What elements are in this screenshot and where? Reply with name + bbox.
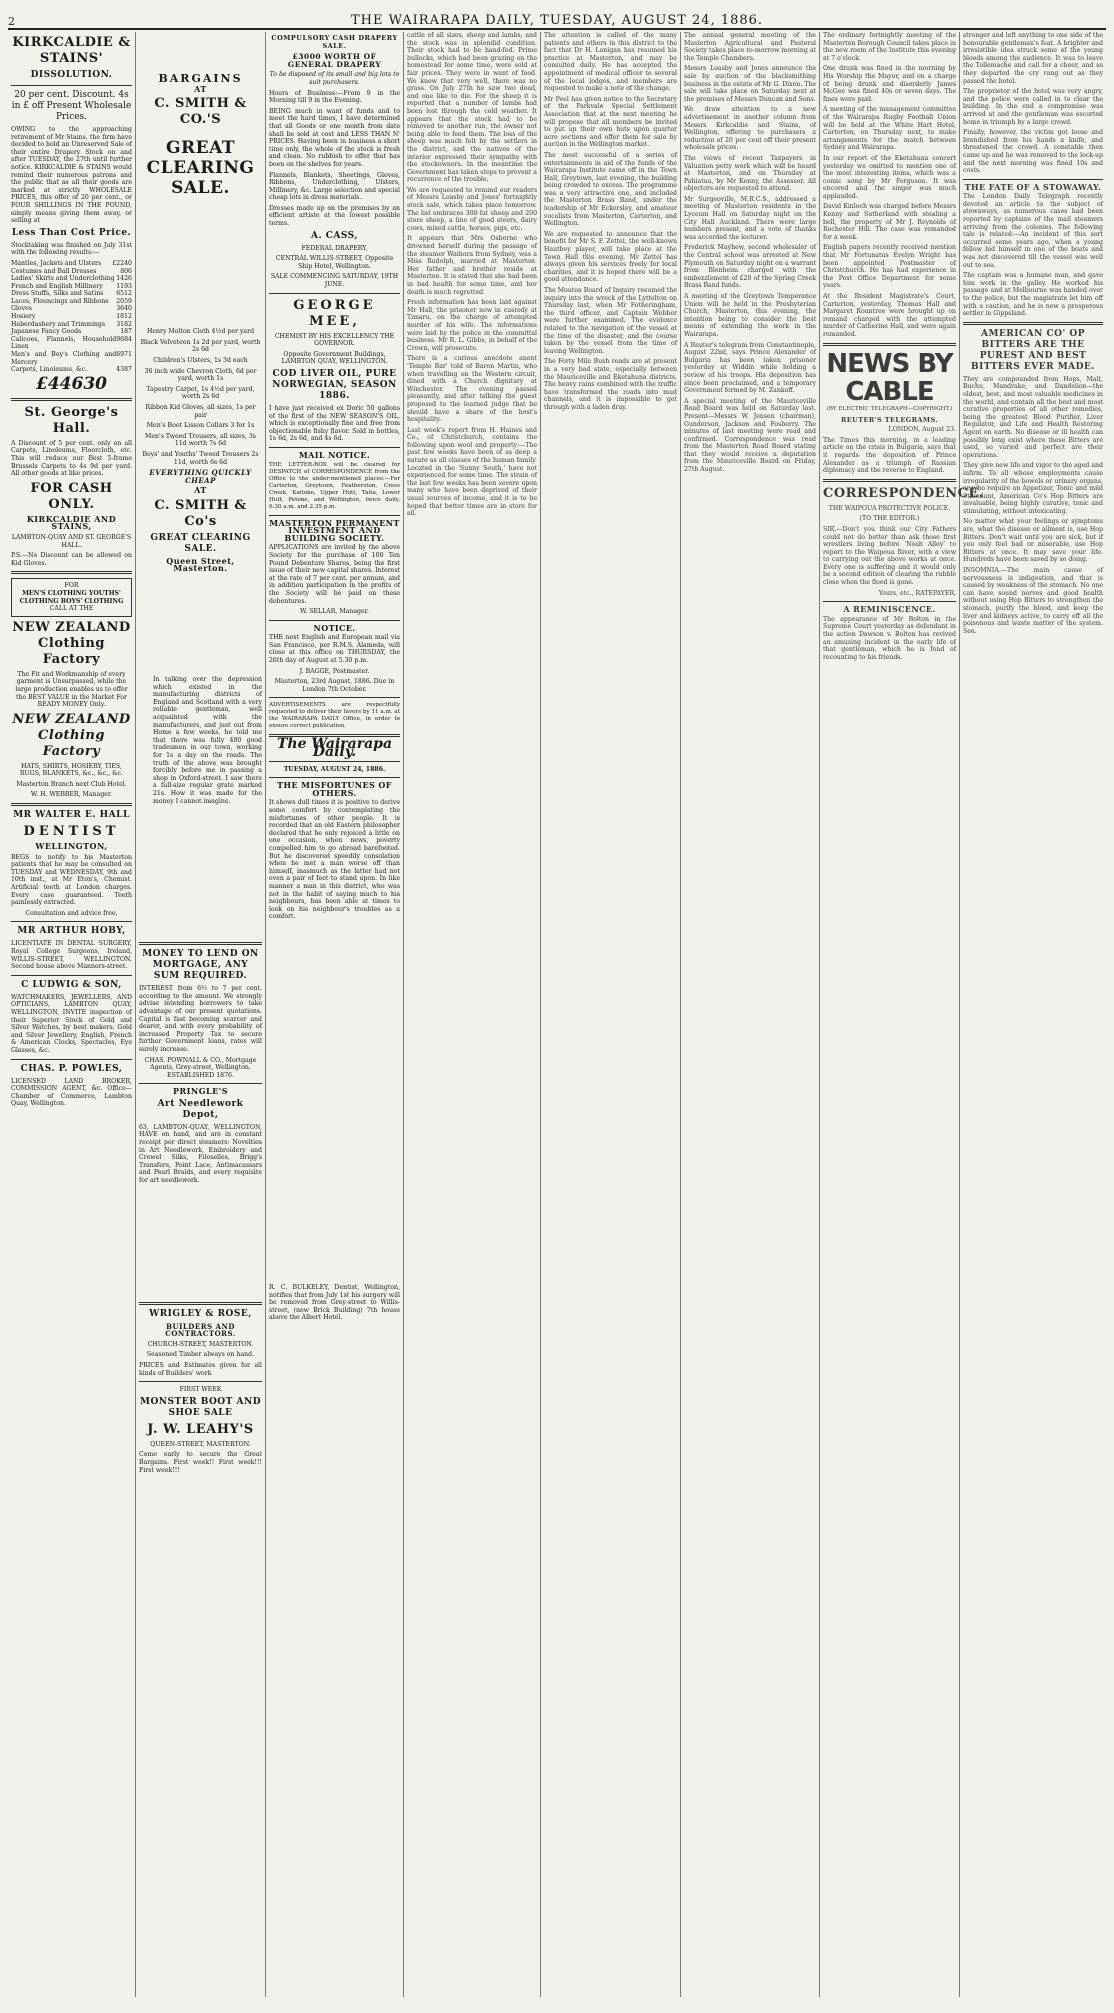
article-text: A meeting of the management committee of the Wairarapa Rugby Football Union will be held at the White Hart Hotel, Carterton, on Thursday next, to make arrangements for the match between Sydney and Wairarapa. (823, 106, 956, 152)
article-text: cattle of all sizes, sheep and lambs, and the stock was in splendid condition. Their stock had to be hand-fed. Prime bullocks, which had been grazing on the homestead for some time, were sold at fair prices. They were in want of food. We know that very well, there was no grass. On July 27th he saw two dead, and one like to die. For the sheep it is reported that a number of lambs had been lost through the cold weather. It appears that the stock had to be removed to another run, the owner not being able to feed them. The loss of the sheep was much felt by the settlers in the district, and the natives of the interior expressed their sympathy with the stockowners. In the meantime the Government has taken steps to prevent a recurrence of the trouble. (407, 32, 537, 184)
cod-subheading: £3000 WORTH OF GENERAL DRAPERY (287, 52, 382, 69)
st-george-heading: St. George's Hall. (24, 404, 119, 436)
article-text: The views of recent Taxpayers in Valuation petty work which will be heard at Masterton, and on Thursday at Pahiatua, by Mr Kenny, the Assessor. All objectors are requested to attend. (684, 154, 816, 193)
stock-item-name: Ladies' Skirts and Underclothing (11, 275, 115, 283)
stock-item-name: Hosiery (11, 313, 36, 321)
smith-item: Tapestry Carpet, 1s 4½d per yard, worth 2s 6d (146, 385, 255, 401)
london-dateline: LONDON, August 23. (888, 426, 956, 434)
article-text: The attention is called of the many patients and others in this district to the fact that Dr H. Lanigan has resumed his practice at Masterton, and may be consulted daily. He has accepted the appointment of medical officer to several of the local lodges, and members are requested to make a note of the change. (544, 32, 677, 93)
stock-item-value: 3640 (116, 305, 132, 313)
mail-notice-heading: MAIL NOTICE. (298, 449, 371, 460)
american-bitters-heading: AMERICAN CO' OP BITTERS ARE THE PUREST AND BEST BITTERS EVER MADE. (971, 328, 1095, 372)
sellar-sign: W. SELLAR, Manager. (300, 608, 369, 616)
notice-body: THE next English and European mail via San Francisco, per R.M.S. Alameda, will close at this office on THURSDAY, the 26th day of August at 5.30 p.m. (269, 634, 400, 665)
article-text: There is a curious anecdote anent 'Temple Bar' told of Baron Martin, who when travelling on the Western circuit, dined with a Church dignitary at Winchester. The evening passed pleasantly, and after talking the guest proposed to the learned judge that he should have a share of the host's hospitality. (407, 355, 537, 424)
divider (11, 803, 132, 806)
article-text: A Reuter's telegram from Constantinople, August 22nd, says Prince Alexander of Bulgaria has been taken prisoner yesterday at Widdin while holding a review of his troops. His deposition has since been proclaimed, and a temporary Government formed by M. Zankoff. (684, 341, 816, 395)
sale-commencing: SALE COMMENCING SATURDAY, 19TH JUNE. (270, 273, 399, 289)
correspondence-to: (TO THE EDITOR.) (859, 515, 920, 523)
church-street: CHURCH-STREET, MASTERTON. (147, 1340, 254, 1348)
stock-total: £44630 (36, 373, 107, 394)
box-for: FOR (64, 582, 79, 590)
nz-clothing-heading-2: NEW ZEALAND Clothing Factory (12, 711, 131, 759)
smith-item: 36 inch wide Chevron Cloth, 6d per yard, worth 1s (144, 367, 257, 383)
ludwig-heading: C LUDWIG & SON, (21, 979, 122, 990)
divider (269, 620, 400, 621)
box-mens: MEN'S CLOTHING YOUTHS' CLOTHING BOYS' CLOTHING (19, 589, 124, 605)
cash-only-heading: FOR CASH ONLY. (30, 480, 113, 512)
stock-row (11, 305, 132, 313)
stowaway-heading: THE FATE OF A STOWAWAY. (964, 181, 1102, 192)
cod-liver-body: I have just received ex Doric 50 gallons of the first of the NEW SEASON'S OIL, which is exceptionally fine and free from objectionable fishy flavor. Sold in bottles, 1s 6d, 2s 6d, and 4s 6d. (269, 405, 400, 443)
stock-item-name: Calicoes, Flannels, Household Linen (11, 335, 117, 351)
stock-item-value: 806 (120, 267, 132, 275)
stock-item-value: 1812 (116, 313, 132, 321)
article-text: A meeting of the Greytown Temperance Union will be held in the Presbyterian Church, Masterton, this evening, the intention being to consider the best means of extending the work in the Wairarapa. (684, 293, 816, 338)
article-text: David Kinloch was charged before Messrs Kenny and Sutherland with stealing a bell, the property of Mr J. Reynolds of Rochester Hill. The case was remanded for a week. (823, 203, 956, 241)
queen-street: Queen Street, Masterton. (166, 555, 235, 574)
column-8 (960, 32, 1106, 1997)
article-text: Last week's report from H. Haines and Co., of Christchurch, contains the following upon wool and property:—The past few weeks have been of as deep a nature as all classes of the human family. Located in the 'Sunny South,' have not experienced for some time. The strain of the last few weeks has been severe upon many who have been deprived of their usual sources of income, and it is to be hoped that better times are in store for all. (407, 426, 537, 518)
article-text: The most successful of a series of entertainments in aid of the funds of the Wairarapa Institute came off in the Town Hall, Greytown, last evening, the building being crowded to excess. The programme was a very attractive one, and included the Masterton Brass Band, under the leadership of Mr Eckersley, and amateur vocalists from Masterton, Carterton, and Wellington. (544, 151, 677, 228)
mail-notice-body: THE LETTER-BOX will be cleared for DESPATCH of CORRESPONDENCE from the Office to the under-mentioned places:—For Carterton, Greytown, Featherston, Cross Creek, Kaitoke, Upper Hutt, Taita, Lower Hutt, Petone, and Wellington, twice daily, 6.30 a.m. and 2.35 p.m. (269, 461, 400, 510)
dresses-text: Dresses made up on the premises by an efficient artiste at the lowest possible terms. (269, 204, 400, 228)
spacer (139, 32, 262, 72)
column-4 (404, 32, 541, 1997)
stock-list (11, 260, 132, 374)
money-heading: MONEY TO LEND ON MORTGAGE, ANY SUM REQUIRED. (142, 949, 259, 982)
news-by-cable-sub: (BY ELECTRIC TELEGRAPH—COPYRIGHT.) (826, 405, 953, 412)
box-call: CALL AT THE (49, 605, 94, 613)
divider (139, 1381, 262, 1382)
stock-item-value: 1426 (116, 275, 132, 283)
stock-row (11, 336, 132, 351)
smith-item: Men's Tweed Trousers, all sizes, 3s 11d worth 7s 6d (145, 432, 256, 448)
nz-clothing-body: The Fit and Workmanship of every garment is Unsurpassed, while the large production enables us to offer the BEST VALUE in the Market For READY MONEY Only. (15, 670, 128, 709)
news-by-cable-heading: NEWS BY CABLE (826, 348, 953, 407)
powles-heading: CHAS. P. POWLES, (20, 1063, 123, 1074)
column-6 (681, 32, 820, 1997)
stock-item-value: 187 (120, 328, 132, 336)
divider (963, 179, 1103, 180)
article-text: It appears that Mrs Osborne who drowned herself during the passage of the steamer Waihora from Sydney, was a Miss Rudolph, married at Masterton. Her father and brother reside at Masterton. It is stated that she had been in bad health for some time, and her death is much regretted. (407, 235, 537, 296)
stock-row (11, 260, 132, 268)
investment-heading: MASTERTON PERMANENT INVESTMENT AND BUILDING SOCIETY. (269, 517, 400, 543)
article-text: The Moutoa Board of Inquiry resumed the inquiry into the wreck of the Lyttelton on Thursday last, when Mr Fotheringham, the third officer, and Captain Webber were further examined. The evidence related to the navigation of the vessel at the time of the disaster, and the course taken by the vessel from the time of leaving Wellington. (544, 287, 677, 355)
great-clearing-heading: GREAT CLEARING SALE. (146, 138, 255, 199)
article-text: Frederick Mayhew, second wholesaler of the Central school was arrested at New Plymouth on Saturday night on a warrant from Blenheim charged with the embezzlement of £20 of the Spring Creek Brass Band funds. (684, 244, 816, 290)
webber-manager: W. H. WEBBER, Manager. (30, 791, 113, 799)
stock-row (11, 290, 132, 298)
stowaway-body: The London Daily Telegraph recently devoted an article to the subject of stowaways, as numerous cases had been reported by captains of the mail steamers arriving from the colonies. The following tale is related:—An incident of this sort occurred some years ago, when a young fellow hid himself in one of the boats and was not discovered till the vessel was well out to sea. (963, 193, 1103, 269)
stock-item-value: 6971 (116, 351, 132, 359)
article-text: The Forty Mile Bush roads are at present in a very bad state, especially between the Mauriceville and Eketahuna districts. The heavy rains combined with the traffic have transformed the roads into mud channels, and it is impossible to get through with a laden dray. (544, 358, 677, 411)
divider (823, 343, 956, 346)
stock-item-name: Men's and Boy's Clothing and Mercery (11, 351, 117, 366)
smith-item: Children's Ulsters, 1s 3d each (153, 356, 248, 364)
seasoned-timber: Seasoned Timber always on hand. (146, 1351, 255, 1359)
american-bitters-body-3: No matter what your feelings or symptoms are, what the disease or ailment is, use Hop Bitters. Don't wait until you are sick, but if you only feel bad or miserable, use Hop Bitters at once. It may save your life. Hundreds have been saved by so doing. (963, 518, 1103, 564)
article-text: The proprietor of the hotel was very angry, and the police were called in to clear the building. In the end a compromise was arrived at and the gentleman was escorted home in triumph by a large crowd. (963, 88, 1103, 126)
stock-item-name: Carpets, Linoleums, &c. (11, 366, 87, 374)
divider (269, 447, 400, 448)
article-text: We are requested to announce that the benefit for Mr S. F. Zettel, the well-known Hautboy player, will take place at the Town Hall this evening. Mr Zettel has always given his services freely for local charities, and it is hoped there will be a good attendance. (544, 230, 677, 284)
stock-row (11, 351, 132, 366)
divider (823, 601, 956, 602)
reuters-heading: REUTER'S TELEGRAMS. (841, 415, 938, 424)
stock-item-value: 3182 (116, 320, 132, 328)
stock-item-name: Haberdashery and Trimmings (11, 320, 106, 328)
leahy-address: QUEEN-STREET, MASTERTON. (150, 1440, 251, 1448)
article-text: One drunk was fined in the morning by His Worship the Mayor, and on a charge of being drunk and disorderly James McGee was fined 40s or seven days. The fines were paid. (823, 65, 956, 103)
needlework-heading: Art Needlework Depot, (157, 1098, 244, 1120)
stowaway-body-2: The captain was a humane man, and gave him work in the galley. He worked his passage and at Melbourne was handed over to the police, but the magistrate let him off with a caution, and he is now a prosperous settler in Gippsland. (963, 272, 1103, 318)
prices-estimates: PRICES and Estimates given for all kinds of Builders' work (139, 1362, 262, 1377)
divider (11, 85, 132, 86)
kirkcaldie-body: OWING to the approaching retirement of Mr Stains, the firm have decided to hold an Unreserved Sale of their entire Drapery Stock on and after TUESDAY, the 27th until further notice. KIRKCALDIE & STAINS would remind their numerous patrons and the public that as all their goods are marked at strictly WHOLESALE PRICES, this offer of 20 per cent., or FOUR SHILLINGS IN THE POUND, simply means giving them away, or selling at (11, 126, 132, 225)
notice-heading: NOTICE. (313, 622, 356, 633)
powles-body: LICENSED LAND BROKER, COMMISSION AGENT, &c. Office—Chamber of Commerce, Lambton Quay, Wellington. (11, 1077, 132, 1108)
spacer (269, 924, 400, 1284)
st-george-body: A Discount of 5 per cent. only on all Carpets, Linoleums, Floorcloth, etc. This will reduce our Best 5-frame Brussels Carpets to 4s 9d per yard. All other goods at like prices. (11, 439, 132, 478)
masterton-date: Masterton, 23rd August, 1886. Due in London 7th October. (274, 678, 395, 693)
columns (8, 32, 1106, 1997)
smith-heading-2: C. SMITH & Co's (154, 497, 247, 529)
smith-item: Henry Molton Cloth 4½d per yard (146, 328, 255, 336)
stock-row (11, 366, 132, 374)
stock-item-name: Gloves (11, 305, 32, 313)
stock-item-value: 4387 (116, 366, 132, 374)
flannels-text: Flannels, Blankets, Sheetings, Gloves, Ribbons, Underclothing, Ulsters, Millinery, &c. Large selection and special cheap lots in dress materials. (269, 171, 400, 202)
smith-item: Black Velveteen 1s 2d per yard, worth 2s 6d (140, 338, 261, 354)
hall-body: BEGS to notify to his Masterton patients that he may be consulted on TUESDAY and WEDNESDAY, 9th and 10th inst., at Mr Eton's, Chemist. Artificial teeth at London charges. Every case guaranteed. Teeth painlessly extracted. (11, 853, 132, 907)
smith-item: Men's Boot Lisson Collars 3 for 1s (146, 422, 255, 430)
reminiscence-heading: A REMINISCENCE. (843, 604, 936, 615)
kirkcaldie-heading: KIRKCALDIE & STAINS' (12, 35, 131, 66)
stock-row (11, 313, 132, 321)
bagge-sign: J. BAGGE, Postmaster. (299, 667, 370, 675)
divider (11, 571, 132, 574)
federal-drapery: FEDERAL DRAPERY, (301, 244, 368, 252)
masthead (8, 6, 1106, 30)
divider (269, 761, 400, 762)
consultation-note: Consultation and advice free. (25, 909, 118, 917)
paper-date: TUESDAY, AUGUST 24, 1886. (283, 765, 386, 773)
article-text: Mr Peel has given notice to the Secretary of the Parkvale Special Settlement Association that at the next meeting he will propose that all members be invited to put up their own huts upon quarter acre sections and offer them for sale by auction in the Wellington market. (544, 95, 677, 149)
divider (11, 1059, 132, 1060)
stock-item-name: Mantles, Jackets and Ulsters (11, 259, 102, 267)
smith-heading: C. SMITH & CO.'S (154, 96, 247, 128)
article-text: A special meeting of the Mauriceville Road Board was held on Saturday last. Present—Messrs W. Jensen (chairman), Gunderson, Jackson and Fosberry. The minutes of last meeting were read and confirmed. Correspondence was read from the Masterton Road Board stating that they would receive a deputation from the Mauriceville Board on Friday, 27th August. (684, 397, 816, 474)
article-text: Messrs Loasby and Jones announce the sale by auction of the blacksmithing business in the estate of Mr G. Dixon. The sale will take place on Saturday next at the premises of Messrs Duncan and Sons. (684, 65, 816, 103)
wrigley-heading: WRIGLEY & ROSE, (149, 1308, 252, 1319)
reminiscence-body: The appearance of Mr Bolton in the Supreme Court yesterday as defendant in the action Dawson v. Bolton has revived an amusing incident in the early life of that gentleman, which he is fond of recounting to his friends. (823, 615, 956, 661)
hoby-heading: MR ARTHUR HOBY, (17, 926, 126, 937)
cable-body: The Times this morning, in a leading article on the crisis in Bulgaria, says that it regards the deposition of Prince Alexander as a triumph of Russian diplomacy and the reverse to England. (823, 436, 956, 475)
kid-gloves-ps: P.S.—No Discount can be allowed on Kid Gloves. (11, 552, 132, 567)
central-willis: CENTRAL WILLIS-STREET, Opposite Ship Hotel, Wellington. (275, 255, 394, 270)
smith-item: Boys' and Youths' Tweed Trousers 2s 11d, worth 6s 6d (142, 450, 259, 466)
misfortunes-heading: THE MISFORTUNES OF OTHERS. (277, 780, 392, 798)
divider (11, 975, 132, 976)
stock-item-name: French and English Millinery (11, 282, 103, 290)
nz-clothing-heading: NEW ZEALAND Clothing Factory (12, 619, 131, 667)
stocktaking-text: Stocktaking was finished on July 31st with the following results:— (11, 241, 132, 257)
kirkcaldie-dissolution: DISSOLUTION. (30, 70, 113, 80)
stock-row (11, 298, 132, 306)
divider (269, 293, 400, 294)
mens-clothing-box (11, 578, 132, 616)
divider (823, 479, 956, 482)
article-text: We draw attention to a new advertisement in another column from Messrs Kirkcaldie and Stains, of Wellington, offering to purchasers a reduction of 20 per cent off their present wholesale prices. (684, 106, 816, 152)
divider (139, 942, 262, 945)
at-label: AT (194, 83, 207, 94)
stock-item-value: £2240 (112, 259, 132, 267)
correspondence-title: THE WAIPOUA PROTECTIVE POLICE. (828, 504, 951, 512)
article-text: The annual general meeting of the Masterton Agricultural and Pastoral Society takes place to-morrow morning at the Temple Chambers. (684, 32, 816, 62)
spacer (139, 576, 262, 676)
article-text: In our report of the Eketahuna concert yesterday we omitted to mention one of the most interesting items, which was a comic song by Mr Ferguson. It was encored and the singer was much applauded. (823, 154, 956, 200)
cass-heading: A. CASS, (310, 230, 358, 241)
column-5 (541, 32, 681, 1997)
american-bitters-body: They are compounded from Hops, Malt, Buchu, Mandrake, and Dandelion—the oldest, best, and most valuable medicines in the world, and contain all the best and most curative properties of all other remedies, being the greatest Blood Purifier, Liver Regulator, and Life and Health Restoring Agent on earth. No disease or ill health can possibly long exist where these Bitters are used, so varied and perfect are their operations. (963, 375, 1103, 459)
depression-body: In talking over the depression which existed in the manufacturing districts of England and Scotland with a very reliable gentleman, well acquainted with the manufacturers, and just out from Home a few weeks, he told me that there was fully 400 good tradesmen in our town, working for 1s a day on the roads. The truth of the above was brought forcibly before me in passing a shop in Oxford-street. I saw there a full-size regular grate marked 21s. How it was made for the money I cannot imagine. (153, 676, 262, 805)
leahy-heading: J. W. LEAHY'S (147, 1421, 254, 1437)
business-hours: Hours of Business:—From 9 in the Morning till 9 in the Evening. (269, 89, 400, 105)
smith-item: Ribbon Kid Gloves, all sizes, 1s per pair (145, 403, 256, 419)
paper-title: The Wairarapa Daily. (276, 736, 393, 761)
column-2 (136, 32, 266, 1997)
everything-heading: EVERYTHING QUICKLY CHEAP (149, 468, 252, 485)
divider (963, 322, 1103, 325)
divider (269, 697, 400, 698)
hats-list: HATS, SHIRTS, HOSIERY, TIES, RUGS, BLANKETS, &c., &c., &c. (19, 762, 124, 778)
money-body: INTEREST from 6½ to 7 per cent. according to the amount. We strongly advise intending borrowers to take advantage of our present quotations. Capital is fast becoming scarcer and dearer, and with every probability of increased Property Tax to secure further Government loans, rates will surely increase. (139, 985, 262, 1053)
dentist-heading: DENTIST (23, 824, 120, 840)
divider (139, 1083, 262, 1084)
stock-item-value: 6512 (116, 290, 132, 298)
boot-sale-heading: MONSTER BOOT AND SHOE SALE (140, 1396, 261, 1418)
bargains-heading: BARGAINS (158, 72, 243, 85)
article-text: The ordinary fortnightly meeting of the Masterton Borough Council takes place in the new room of the Institute this evening at 7 o'clock. (823, 32, 956, 62)
hall-heading: MR WALTER E. HALL (13, 810, 130, 821)
advertisement-note: ADVERTISEMENTS are respectfully requested to deliver their favors by 11 a.m. at the WAIRARAPA DAILY Office, in order to ensure correct publication. (269, 702, 400, 730)
column-3 (266, 32, 404, 1997)
hoby-body: LICENTIATE IN DENTAL SURGERY, Royal College Surgeons, Ireland, WILLIS-STREET, WELLINGTON. Second house above Manners-street. (11, 940, 132, 971)
opposite-govt: Opposite Government Buildings, LAMBTON QUAY, WELLINGTON. (281, 350, 388, 366)
divider (269, 515, 400, 516)
cod-liver-heading: COD LIVER OIL, PURE NORWEGIAN, SEASON 1886. (272, 369, 397, 401)
insomnia-text: INSOMNIA.—The main cause of nervousness is indigestion, and that is caused by weakness of the stomach. No one can have sound nerves and good health without using Hop Bitters to strengthen the stomach, purify the blood, and keep the liver and kidneys active, to carry off all the poisonous and waste matter of the system. See. (963, 567, 1103, 635)
column-7 (820, 32, 984, 1997)
stock-item-name: Laces, Flouncings and Ribbons (11, 297, 109, 305)
spacer (139, 1188, 262, 1298)
at-label-2: AT (194, 485, 207, 496)
article-text: stronger and left anything to one side of the honourable gentleman's feat. A brighter and irresistible idea struck some of the young bloods among the audience. It was to leave the Tollemache and call for a cheer, and as they departed the cry rang out as they passed the hotel. (963, 32, 1103, 85)
needlework-body: 63, LAMBTON-QUAY, WELLINGTON, HAVE on hand, and are in constant receipt per direct steamers: Novelties in Art Needlework, Embroidery and Crewel Silks, Filoselles, Brigg's Transfers, Point Lace, Antimacassars and Pearl Braids, and every requisite for art needlework. (139, 1123, 262, 1185)
pringle-heading: PRINGLE'S (173, 1086, 228, 1097)
great-clearing-heading-2: GREAT CLEARING SALE. (150, 532, 251, 554)
divider (11, 921, 132, 922)
misfortunes-body: It shows dull times it is positive to derive some comfort by contemplating the misfortunes of other people. It is recorded that an old Eastern philosopher declared that he only rejoiced a little on one occasion, when news, poverty compelled him to go abroad barefooted. But he discovered speedily consolation when he met a man worse off than himself, inasmuch as the latter had not even a pair of feet to stand upon. In like manner a man in this district, who was not in the habit of saying much to his neighbours, has been able at times to look on his neighbour's troubles as a comfort. (269, 799, 400, 921)
stock-row (11, 283, 132, 291)
spacer (139, 208, 262, 328)
article-text: English papers recently received mention that Mr Fortunatus Evelyn Wright has been appointed Postmaster of Christchurch. He has had experience in the Post Office Department for some years. (823, 244, 956, 290)
ludwig-body: WATCHMAKERS, JEWELLERS, AND OPTICIANS, LAMBTON QUAY, WELLINGTON, INVITE inspection of their Superior Stock of Gold and Silver Watches, by best makers. Gold and Silver Jewellery, English, French & American Clocks, Spectacles, Eye Glasses, &c. (11, 993, 132, 1054)
stock-item-value: 1193 (116, 282, 132, 290)
correspondence-body: SIR,—Don't you think our City Fathers could not do better than ask those first wrestlers living before 'Noah Alley' to report to the Waipoua River, with a view to carrying out the above works at once. Every one is suffering and it would only be a second edition of clearing the rubble close when the flood is gone. (823, 525, 956, 587)
article-text: We are requested to remind our readers of Messrs Loasby and Jones' fortnightly stock sale, which takes place tomorrow. The list embraces 300 fat sheep and 200 store sheep, a line of good steers, dairy cows, mixed cattle, horses, pigs, etc. (407, 186, 537, 232)
less-than-cost: Less Than Cost Price. (11, 227, 132, 238)
stock-row (11, 328, 132, 336)
stock-item-value: 9684 (116, 335, 132, 343)
cod-body: BEING much in want of funds and to meet the hard times, I have determined that all Goods or one month from date shall be sold at cost and LESS THAN N' PRICES. Having been in business a short time only, the whole of the stock is fresh and clean. No rubbish to offer that has been on the shelves for years. (269, 107, 400, 168)
article-text: At the Resident Magistrate's Court, Carterton, yesterday, Thomas Hall and Margaret Rountree were brought up on remand charged with the attempted murder of Catherine Hall, and were again remanded. (823, 293, 956, 338)
masthead-title: THE WAIRARAPA DAILY, TUESDAY, AUGUST 24, 1886. (350, 13, 764, 28)
stock-item-name: Dress Stuffs, Silks and Satins (11, 290, 104, 298)
correspondence-signature: Yours, etc., RATEPAYER. (878, 589, 956, 597)
article-text: Finally, however, the victim got loose and brandished from his hands a knife, and threatened the crowd. A constable then came up and he was removed to the lock-up and the next morning was fined 10s and costs. (963, 129, 1103, 175)
article-text: Fresh information has been laid against Mr Hall, the prisoner now in custody at Timaru, on the charge of attempted murder of his wife. The informations were laid by the police in the committal business. Mr R. L. Gibbs, in behalf of the Crown, will prosecute. (407, 299, 537, 352)
american-bitters-body-2: They give new life and vigor to the aged and infirm. To all whose employments cause irregularity of the bowels or urinary organs, or who require an Appetizer, Tonic and mild Stimulant, American Co's Hop Bitters are invaluable, being highly curative, tonic and stimulating, without intoxicating. (963, 462, 1103, 515)
investment-body: APPLICATIONS are invited by the above Society for the purchase of 100 Ten Pound Debenture Shares, being the first issue of their new capital shares. Interest at the rate of 7 per cent. per annum, and in addition participation in the profits of the Society will be paid on these debentures. (269, 544, 400, 605)
correspondence-heading: CORRESPONDENCE. (823, 485, 984, 501)
stock-row (11, 321, 132, 329)
article-text: Mr Surgeoville, M.R.C.S., addressed a meeting of Masterton residents in the Lyceum Hall on Saturday night on the City Hall Auckland. There were large numbers present, and a vote of thanks was accorded the lecturer. (684, 195, 816, 241)
divider (139, 1302, 262, 1305)
kirkcaldie-again: KIRKCALDIE AND STAINS, (26, 513, 117, 532)
kirkcaldie-discount: 20 per cent. Discount. 4s in £ off Present Wholesale Prices. (11, 90, 132, 122)
page-number: 2 (8, 15, 15, 28)
stock-item-name: Costumes and Ball Dresses (11, 267, 97, 275)
newspaper-page (8, 6, 1106, 2001)
smith-items (139, 328, 262, 466)
kirkcaldie-address: LAMBTON-QUAY AND ST. GEORGE'S HALL. (11, 533, 132, 549)
cod-subheading-2: To be disposed of its small and big lots to suit purchasers. (269, 71, 400, 86)
spacer (139, 808, 262, 938)
stock-item-name: Japanese Fancy Goods (11, 328, 82, 336)
divider (11, 398, 132, 401)
cod-heading: COMPULSORY CASH DRAPERY SALE. (271, 34, 398, 50)
builders-heading: BUILDERS AND CONTRACTORS. (165, 1321, 236, 1339)
pownall-sign: CHAS. POWNALL & CO., Mortgage Agents, Grey-street, Wellington. ESTABLISHED 1876. (144, 1056, 257, 1079)
stock-row (11, 268, 132, 276)
bulkeley-notice: R. C. BULKELEY, Dentist, Wellington, notifies that from July 1st his surgery will be removed from Grey-street to Willis-street, (new Brick Building) 7th house above the Albert Hotel. (269, 1283, 400, 1322)
first-week: FIRST WEEK (179, 1386, 222, 1394)
wellington-heading: WELLINGTON, (35, 841, 108, 852)
column-1 (8, 32, 136, 1997)
leahy-body: Come early to secure the Great Bargains. First week!! First week!!! First week!!! (139, 1451, 262, 1474)
george-mee-heading: GEORGE MEE, (293, 297, 376, 329)
stock-item-value: 2059 (116, 297, 132, 305)
masterton-branch: Masterton Branch next Club Hotel. (16, 780, 127, 788)
divider (269, 777, 400, 778)
stock-row (11, 275, 132, 283)
chemist-by: CHEMIST BY HIS EXCELLENCY THE GOVERNOR. (274, 332, 395, 348)
